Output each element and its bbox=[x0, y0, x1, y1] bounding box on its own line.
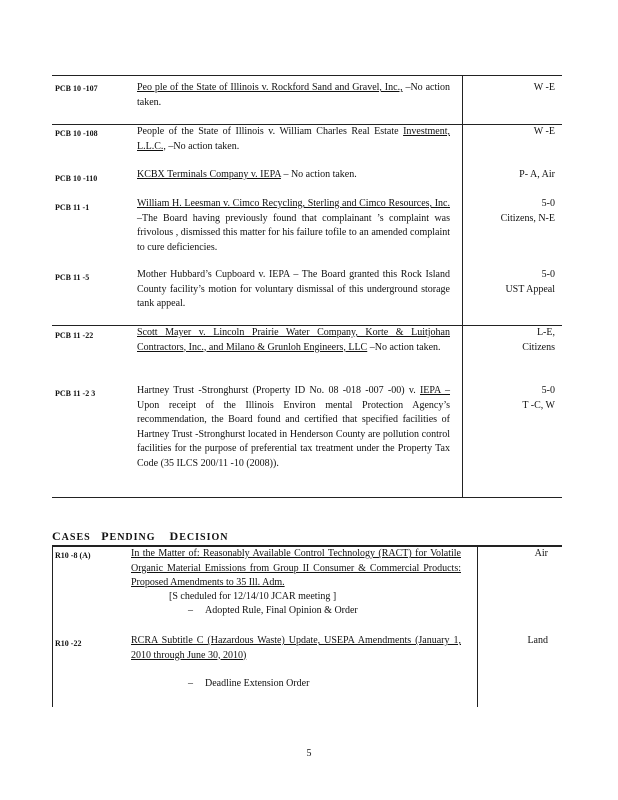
case-number: PCB 10 -107 bbox=[55, 84, 98, 93]
case-number: PCB 11 -1 bbox=[55, 203, 90, 212]
schedule-note: [S cheduled for 12/14/10 JCAR meeting ] bbox=[169, 591, 337, 602]
case-action: –No action taken. bbox=[367, 341, 441, 353]
case-number: R10 -22 bbox=[55, 639, 82, 648]
case-number: R10 -8 (A) bbox=[55, 551, 91, 560]
dash-marker: – bbox=[188, 605, 193, 616]
case-action: Upon receipt of the Illinois Environ mental Protection Agency’s recommendation, the Board found and certified that specified facilities of Hartney Trust -Stronghurst located in Henderson County are pollution control facilities for the purpose of preferential tax treatment under the Property Tax Code (35 ILCS 200/11 -10 (2008)). bbox=[137, 399, 450, 469]
case-description bbox=[137, 197, 450, 255]
case-description bbox=[137, 125, 450, 154]
case-title: Investment, L.L.C., bbox=[137, 126, 450, 152]
dash-marker: – bbox=[188, 678, 193, 689]
case-description bbox=[137, 168, 450, 183]
case-title: IEPA – bbox=[419, 385, 450, 396]
case-title: KCBX Terminals Company v. IEPA bbox=[137, 169, 281, 180]
case-number: PCB 11 -2 3 bbox=[55, 389, 96, 398]
case-action: –The Board having previously found that complainant ’s complaint was frivolous , dismissed this matter for his failure tofile to an amended complaint to cure deficiencies. bbox=[137, 212, 450, 253]
action-note: Deadline Extension Order bbox=[205, 678, 310, 689]
case-title: In the Matter of: Reasonably Available Control Technology (RACT) for Volatile Organic Material Emissions from Group II Consumer & Commercial Products: Proposed Amendments to 35 Ill. Adm. bbox=[131, 548, 461, 588]
case-title: William H. Leesman v. Cimco Recycling, Sterling and Cimco Resources, Inc. bbox=[137, 198, 450, 209]
case-disposition: L-E, Citizens bbox=[522, 327, 555, 353]
case-number: PCB 10 -108 bbox=[55, 129, 98, 138]
case-title: Peo ple of the State of Illinois v. Rockford Sand and Gravel, Inc., bbox=[137, 82, 403, 93]
case-disposition: 5-0 UST Appeal bbox=[505, 269, 555, 295]
case-title-prefix: Hartney Trust -Stronghurst (Property ID No. 08 -018 -007 -00) v. bbox=[137, 385, 420, 396]
case-description bbox=[131, 634, 461, 663]
case-disposition: W -E bbox=[533, 82, 555, 93]
case-title-prefix: People of the State of Illinois v. William Charles Real Estate bbox=[137, 126, 404, 137]
case-description bbox=[137, 384, 450, 471]
table2-left-border bbox=[52, 545, 53, 707]
section-heading: CASES PENDING DECISION bbox=[52, 529, 229, 543]
table1-bottom-border bbox=[52, 497, 562, 498]
case-description: Mother Hubbard’s Cupboard v. IEPA – The Board granted this Rock Island County facility’s motion for voluntary dismissal of this underground storage tank appeal. bbox=[137, 269, 450, 309]
case-title: Scott Mayer v. Lincoln Prairie Water Company, Korte & Luitjohan Contractors, Inc., and Milano & Grunloh Engineers, LLC bbox=[137, 327, 450, 353]
case-description bbox=[137, 81, 450, 110]
case-disposition: Air bbox=[534, 548, 548, 559]
case-number: PCB 10 -110 bbox=[55, 174, 98, 183]
case-description bbox=[131, 547, 461, 591]
case-disposition: 5-0 Citizens, N-E bbox=[500, 198, 555, 224]
case-description bbox=[137, 326, 450, 355]
page-number: 5 bbox=[306, 748, 312, 759]
table1-column-divider bbox=[462, 75, 463, 497]
case-disposition: 5-0 T -C, W bbox=[522, 385, 555, 411]
case-action: –No action taken. bbox=[165, 140, 240, 152]
case-number: PCB 11 -5 bbox=[55, 273, 90, 282]
case-number: PCB 11 -22 bbox=[55, 331, 94, 340]
case-action: – No action taken. bbox=[280, 169, 357, 180]
case-disposition: P- A, Air bbox=[519, 169, 555, 180]
case-title: RCRA Subtitle C (Hazardous Waste) Update, USEPA Amendments (January 1, 2010 through June 30, 2010) bbox=[131, 635, 461, 661]
table1-top-border bbox=[52, 75, 562, 76]
case-action: –No action taken. bbox=[137, 82, 451, 108]
table2-column-divider bbox=[477, 545, 478, 707]
case-disposition: Land bbox=[527, 635, 548, 646]
action-note: Adopted Rule, Final Opinion & Order bbox=[205, 605, 358, 616]
case-disposition: W -E bbox=[533, 126, 555, 137]
